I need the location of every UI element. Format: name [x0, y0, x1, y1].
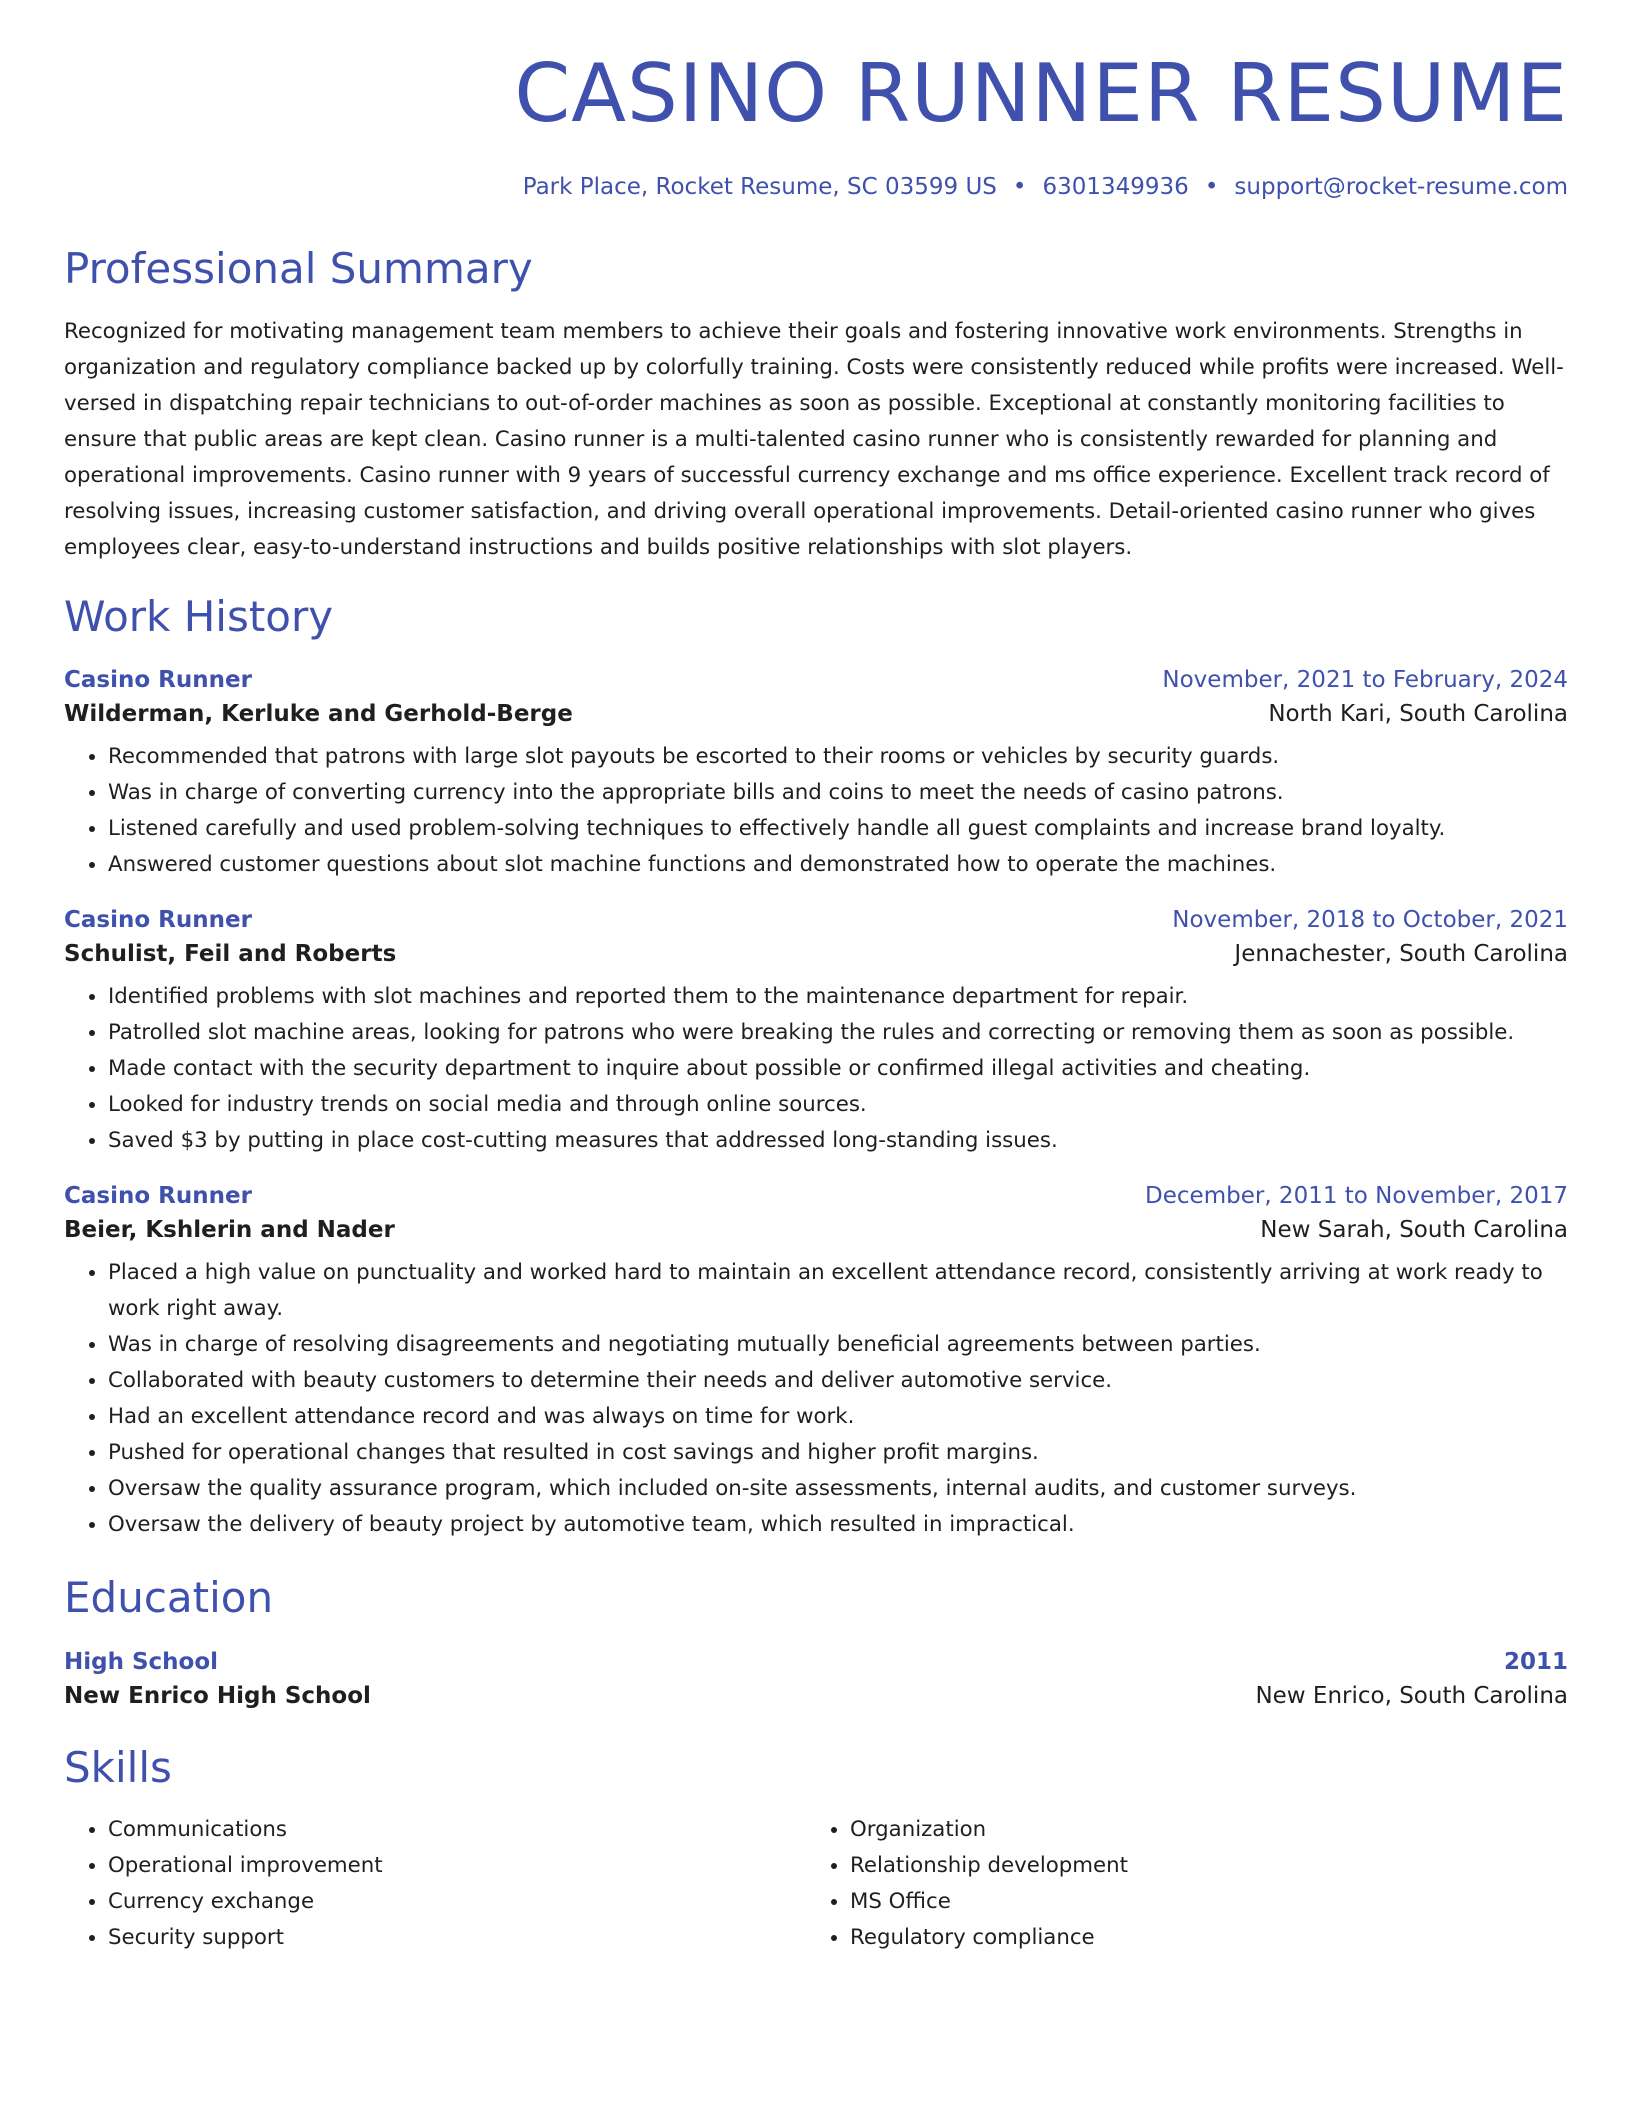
education-heading: Education — [64, 1572, 274, 1622]
job-entry — [64, 667, 1568, 883]
job-bullet: • Saved $3 by putting in place cost-cutting measures that addressed long-standing issues. — [108, 1123, 1568, 1159]
education-location: New Enrico, South Carolina — [1255, 1683, 1568, 1710]
job-bullet: • Looked for industry trends on social media and through online sources. — [108, 1087, 1568, 1123]
job-bullet: • Oversaw the delivery of beauty project by automotive team, which resulted in impractical. — [108, 1507, 1568, 1543]
skill-item: • Organization — [850, 1812, 1548, 1848]
job-role: Casino Runner — [64, 1182, 252, 1209]
job-bullets — [64, 739, 1568, 883]
job-bullet: • Recommended that patrons with large slot payouts be escorted to their rooms or vehicles by security guards. — [108, 739, 1568, 775]
job-bullet: • Listened carefully and used problem-solving techniques to effectively handle all guest complaints and increase brand loyalty. — [108, 811, 1568, 847]
job-company: Schulist, Feil and Roberts — [64, 940, 397, 967]
job-bullet: • Was in charge of converting currency into the appropriate bills and coins to meet the needs of casino patrons. — [108, 775, 1568, 811]
skill-item: • Security support — [108, 1920, 806, 1956]
contact-line — [64, 174, 1568, 200]
summary-text: Recognized for motivating management team members to achieve their goals and fostering innovative work environments. Strengths in organization and regulatory compliance backed up by colorfully training. Costs were consistently reduced while profits were increased. Well-versed in dispatching repair technicians to out-of-order machines as soon as possible. Exceptional at constantly monitoring facilities to ensure that public areas are kept clean. Casino runner is a multi-talented casino runner who is consistently rewarded for planning and operational improvements. Casino runner with 9 years of successful currency exchange and ms office experience. Excellent track record of resolving issues, increasing customer satisfaction, and driving overall operational improvements. Detail-oriented casino runner who gives employees clear, easy-to-understand instructions and builds positive relationships with slot players. — [64, 319, 1564, 561]
skill-item: • Operational improvement — [108, 1848, 806, 1884]
resume-title: CASINO RUNNER RESUME — [514, 47, 1568, 140]
summary-heading: Professional Summary — [64, 244, 533, 293]
job-location: New Sarah, South Carolina — [1260, 1216, 1568, 1243]
skills-column-left — [64, 1812, 806, 1956]
job-bullet: • Oversaw the quality assurance program, which included on-site assessments, internal audits, and customer surveys. — [108, 1471, 1568, 1507]
work-history-heading: Work History — [64, 592, 334, 642]
job-bullet: • Made contact with the security department to inquire about possible or confirmed illegal activities and cheating. — [108, 1051, 1568, 1087]
contact-separator: • — [1204, 174, 1219, 200]
job-entry — [64, 1183, 1568, 1543]
job-company: Beier, Kshlerin and Nader — [64, 1216, 395, 1243]
job-bullets — [64, 1255, 1568, 1543]
job-location: North Kari, South Carolina — [1268, 700, 1568, 727]
job-bullet: • Pushed for operational changes that resulted in cost savings and higher profit margins. — [108, 1435, 1568, 1471]
job-bullet: • Patrolled slot machine areas, looking for patrons who were breaking the rules and correcting or removing them as soon as possible. — [108, 1015, 1568, 1051]
skills-heading: Skills — [64, 1743, 172, 1793]
education-degree: High School — [64, 1649, 219, 1676]
skills-column-right — [806, 1812, 1548, 1956]
job-role: Casino Runner — [64, 666, 252, 693]
skills-list — [64, 1812, 1568, 1956]
skill-item: • Communications — [108, 1812, 806, 1848]
job-entry — [64, 907, 1568, 1159]
job-bullet: • Answered customer questions about slot machine functions and demonstrated how to operate the machines. — [108, 847, 1568, 883]
resume-header — [64, 0, 1568, 200]
education-school: New Enrico High School — [64, 1683, 371, 1710]
job-company: Wilderman, Kerluke and Gerhold-Berge — [64, 700, 573, 727]
job-bullet: • Identified problems with slot machines and reported them to the maintenance department for repair. — [108, 979, 1568, 1015]
job-dates: December, 2011 to November, 2017 — [1145, 1182, 1568, 1209]
skill-item: • MS Office — [850, 1884, 1548, 1920]
job-bullets — [64, 979, 1568, 1159]
job-location: Jennachester, South Carolina — [1234, 940, 1568, 967]
skill-item: • Regulatory compliance — [850, 1920, 1548, 1956]
contact-phone: 6301349936 — [1042, 174, 1189, 200]
education-year: 2011 — [1503, 1649, 1568, 1676]
job-bullet: • Was in charge of resolving disagreements and negotiating mutually beneficial agreements between parties. — [108, 1327, 1568, 1363]
contact-separator: • — [1012, 174, 1027, 200]
skill-item: • Relationship development — [850, 1848, 1548, 1884]
contact-address: Park Place, Rocket Resume, SC 03599 US — [522, 174, 997, 200]
job-bullet: • Placed a high value on punctuality and worked hard to maintain an excellent attendance record, consistently arriving at work ready to work right away. — [108, 1255, 1568, 1327]
job-bullet: • Had an excellent attendance record and was always on time for work. — [108, 1399, 1568, 1435]
contact-email: support@rocket-resume.com — [1234, 174, 1568, 200]
job-role: Casino Runner — [64, 906, 252, 933]
skill-item: • Currency exchange — [108, 1884, 806, 1920]
education-entry — [64, 1649, 1568, 1709]
job-bullet: • Collaborated with beauty customers to determine their needs and deliver automotive service. — [108, 1363, 1568, 1399]
job-dates: November, 2018 to October, 2021 — [1172, 906, 1568, 933]
job-dates: November, 2021 to February, 2024 — [1162, 666, 1568, 693]
